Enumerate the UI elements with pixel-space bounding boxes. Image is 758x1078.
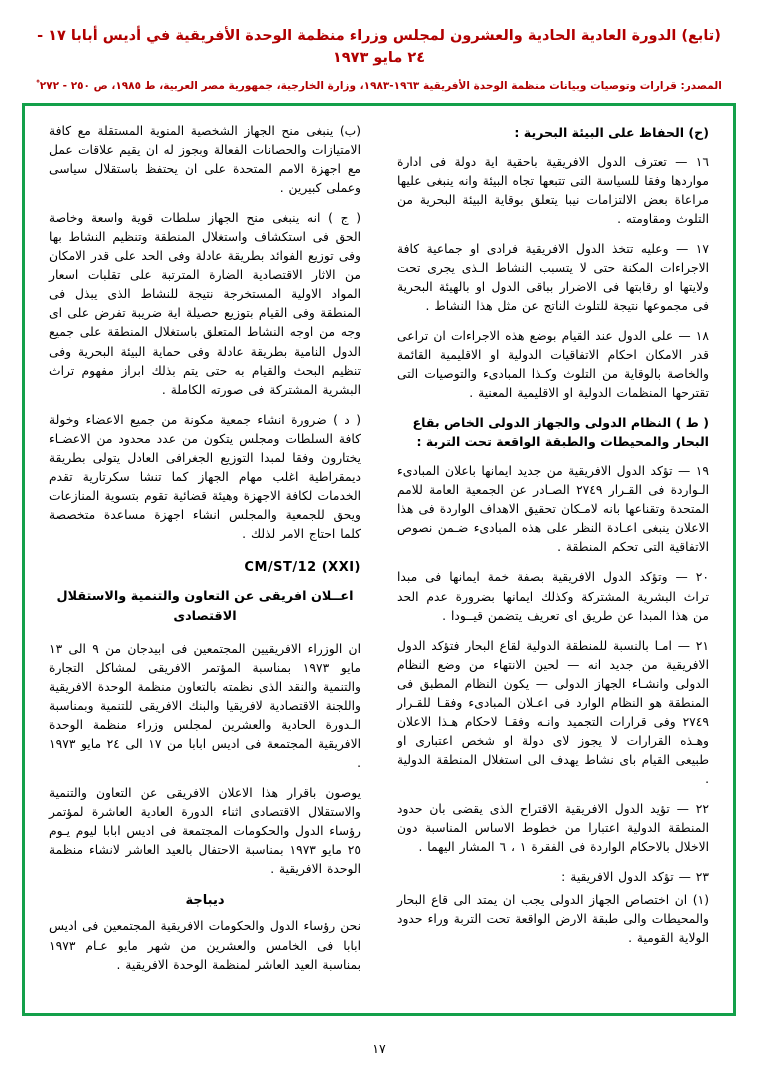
content-frame (22, 103, 736, 1016)
paragraph-d: ( د ) ضرورة انشاء جمعية مكونة من جميع الاعضاء وخولة كافة السلطات ومجلس يتكون من عدد محدود من الاعضـاء يختارون وفقا لمبدا التوزيع الجغرافى العادل يتولى بطريقة ديمقراطية اغلب مهام الجهاز كما تنشا سكرتارية تقدم الخدمات لكافة الاجهزة وهيئة قضائية تقوم بتسوية المنازعات ويحق للجمعية والمجلس انشاء اجهزة مساعدة متخصصة كلما احتاج الامر لذلك . (49, 412, 361, 541)
section-heading-marine-environment: (ح) الحفاظ على البيئة البحرية : (514, 125, 709, 140)
preamble-paragraph-1: نحن رؤساء الدول والحكومات الافريقية المجتمعين فى اديس ابابا فى الخامس والعشرين من شهر مايو عـام ١٩٧٣ بمناسبة العيد العاشر لمنظمة الوحدة الافريقية . (49, 919, 361, 972)
two-column-layout (41, 122, 717, 1003)
paragraph-22: ٢٢ — تؤيد الدول الافريقية الاقتراح الذى يقضى بان حدود المنطقة الدولية اعتبارا من خطوط الاساس المناسبة دون الاخلال بالاحكام الواردة فى الفقرة ١ ، ٦ المشار اليهما . (397, 801, 709, 855)
paragraph-18: ١٨ — على الدول عند القيام بوضع هذه الاجراءات ان تراعى قدر الامكان احكام الاتفاقيات الدولية او الاقليمية القائمة والخاصة بالوقاية من التلوث وكـذا المبادىء والتوصيات التى تقترحها المنظمات الدولية او الاقليمية المعنية . (397, 329, 709, 401)
declaration-paragraph-2: يوصون باقرار هذا الاعلان الافريقى عن التعاون والتنمية والاستقلال الاقتصادى اثناء الدورة العادية العاشرة لمؤتمر رؤساء الدول والحكومات المجتمعة فى اديس ابابا ليوم يـوم ٢٥ مايو ١٩٧٣ بمناسبة الاحتفال بالعيد العاشر لانشاء منظمة الوحدة الافريقية . (49, 786, 361, 877)
declaration-paragraph-1: ان الوزراء الافريقيين المجتمعين فى ابيدجان من ٩ الى ١٣ مايو ١٩٧٣ بمناسبة المؤتمر الافريقى لمشاكل التجارة والتنمية والنقد الذى نظمته بالتعاون منظمة الوحدة الافريقية واللجنة الاقتصادية لافريقيا والبنك الافريقى للتنمية وبمناسبة الـدورة الحادية والعشرين لمجلس وزراء منظمة الوحدة الافريقية المجتمعة فى اديس ابابا من ١٧ الى ٢٤ مايو ١٩٧٣ . (49, 641, 361, 771)
document-header (0, 0, 758, 94)
paragraph-21: ٢١ — امـا بالنسبة للمنطقة الدولية لقاع البحار فتؤكد الدول الافريقية من جديد انه — لحين الانتهاء من وضع النظام الدولى وانشـاء الجهاز الدولى — يكون النظام المطبق فى المنطقة هو النظام الوارد فى اعـلان المبادىء وفقـا للقـرار ٢٧٤٩ وفى قرارات التجميد وانـه وفقـا لاحكام هـذا الاعلان وهـذه القرارات لا يجوز لاى دولة او شخص اعتبارى او طبيعى القيام باى نشاط يهدف الى استغلال المنطقة الدولية . (397, 638, 709, 786)
preamble-heading: ديباجة (185, 893, 225, 909)
content-frame-inner (25, 106, 733, 1013)
document-code: CM/ST/12 (XXI) (244, 559, 361, 575)
column-left (41, 122, 379, 1003)
paragraph-19: ١٩ — تؤكد الدول الافريقية من جديد ايمانها باعلان المبادىء الـواردة فى القـرار ٢٧٤٩ الصـادر عن الجمعية العامة للامم المتحدة وتقناعها بانه لامـكان تحقيق الاهداف الواردة فى هذا الاعلان ينبغى اعـادة النظر على هذه المبادىء ضـمن نصوص الاتفاقية التى تحكم المنطقة . (397, 464, 709, 555)
column-right (379, 122, 717, 1003)
page-number: ١٧ (372, 1041, 386, 1056)
header-title: (تابع) الدورة العادية الحادية والعشرون لمجلس وزراء منظمة الوحدة الأفريقية في أديس أبابا ١٧ - ٢٤ مايو ١٩٧٣ (37, 28, 721, 66)
header-source-note: المصدر: قرارات وتوصيات وبيانات منظمة الوحدة الأفريقية ١٩٦٣-١٩٨٣، وزارة الخارجية، جمهورية مصر العربية، ط ١٩٨٥، ص ٢٥٠ - ٢٧٢ ْ (36, 79, 722, 92)
paragraph-23-item-1: (١) ان اختصاص الجهاز الدولى يجب ان يمتد الى قاع البحار والمحيطات والى طبقة الارض الواقعة تحت التربة وراء حدود الولاية القومية . (397, 893, 709, 946)
paragraph-16: ١٦ — تعترف الدول الافريقية باحقية اية دولة فى ادارة مواردها وفقا للسياسة التى تتبعها تجاه البيئة وانه ينبغى عليها مراعاة بعض الالتزامات نيبا يتعلق بوقاية البيئة البحرية من التلوث ومقاومته . (397, 154, 709, 227)
section-heading-international-seabed-authority: ( ط ) النظام الدولى والجهاز الدولى الخاص بقاع البحار والمحيطات والطبقة الواقعة تحت التربة : (412, 415, 709, 450)
paragraph-17: ١٧ — وعليه تتخذ الدول الافريقية فرادى او جماعية كافة الاجراءات المكنة حتى لا يتسبب النشاط الـذى يجرى تحت ولايتها او رقابتها فى الاضرار بباقى الدول او بالهيئة البحرية فى مجموعها نتيجة للتلوث الناتج عن مثل هذا النشاط . (397, 242, 709, 314)
declaration-title: اعــلان افريقى عن التعاون والتنمية والاستقلال الاقتصادى (56, 588, 354, 625)
paragraph-23: ٢٣ — تؤكد الدول الافريقية : (561, 870, 709, 885)
paragraph-20: ٢٠ — وتؤكد الدول الافريقية بصفة خمة ايمانها فى مبدا تراث البشرية المشتركة وكذلك ايمانها بضرورة عدم الحد من هذا المبدا عن طريق اى تعريف يتضمن قيــودا . (397, 570, 709, 623)
paragraph-c: ( ج ) انه ينبغى منح الجهاز سلطات قوية واسعة وخاصة الحق فى استكشاف واستغلال المنطقة وتنظيم النشاط بها وفى توزيع الفوائد بطريقة عادلة وفى الحد على قدر الامكان من الاثار الاقتصادية الضارة المترتبة على تقلبات اسعار المواد الاولية المستخرجة نتيجة للنشاط الذى يبذل فى المنطقة وفى القيام بتوزيع حصيلة اية ضريبة تفرض على اى وجه من اوجه النشاط المتعلق باستغلال المنطقة على جميع الدول النامية بطريقة عادلة وفى حماية البيئة البحرية وفى تنظيم البحث والقيام به حتى يتم بذلك ابراز مفهوم تراث البشرية المشتركة فى صورته الكاملة . (49, 211, 361, 397)
paragraph-b: (ب) ينبغى منح الجهاز الشخصية المنوية المستقلة مع كافة الامتيازات والحصانات الفعالة وبجوز له ان يقيم علاقات عمل مع اجهزة الامم المتحدة على ان يحتفظ باستقلال سياسى وعملى كبيرين . (49, 124, 361, 196)
